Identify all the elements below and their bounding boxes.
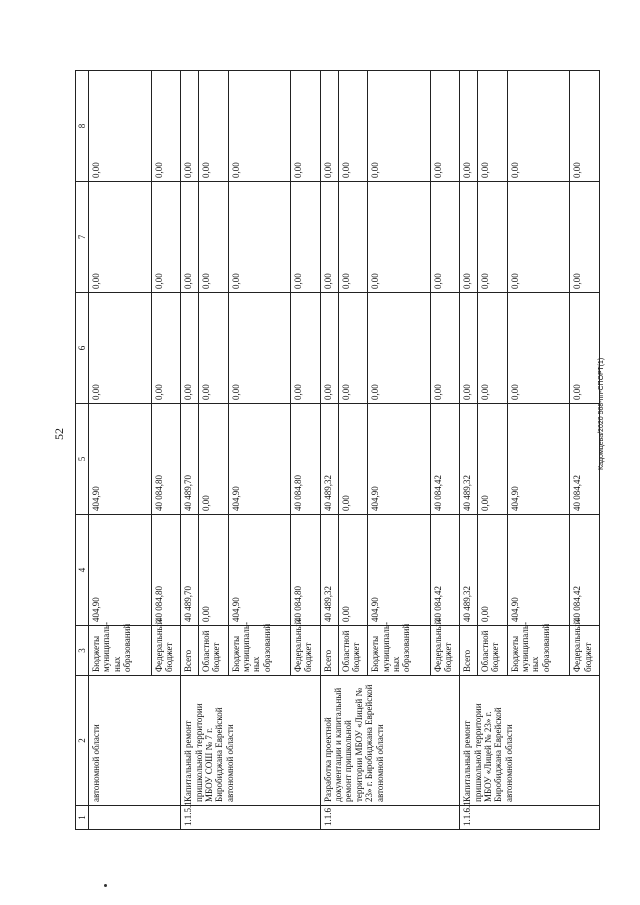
budget-table-container <box>75 70 600 830</box>
value-cell: 0,00 <box>338 515 368 626</box>
funding-source-cell: Бюджеты муниципаль-ных образований <box>368 626 430 676</box>
header-cell: 7 <box>76 182 89 293</box>
item-number-cell: 1.1.5.1 <box>181 806 321 830</box>
value-cell: 0,00 <box>478 515 508 626</box>
value-cell: 40 084,42 <box>430 515 460 626</box>
value-cell: 40 084,80 <box>291 404 321 515</box>
value-cell: 0,00 <box>430 71 460 182</box>
value-cell: 0,00 <box>320 182 338 293</box>
header-cell: 1 <box>76 806 89 830</box>
funding-source-cell: Бюджеты муниципаль-ных образований <box>228 626 290 676</box>
value-cell: 404,90 <box>228 404 290 515</box>
value-cell: 404,90 <box>507 515 569 626</box>
value-cell: 0,00 <box>338 404 368 515</box>
funding-source-cell: Федеральный бюджет <box>430 626 460 676</box>
header-cell: 3 <box>76 626 89 676</box>
table-body <box>76 71 600 830</box>
value-cell: 0,00 <box>320 71 338 182</box>
item-name-cell: автономной области <box>89 676 181 806</box>
value-cell: 0,00 <box>507 71 569 182</box>
value-cell: 40 489,32 <box>320 515 338 626</box>
item-number-cell: 1.1.6.1 <box>460 806 600 830</box>
value-cell: 0,00 <box>228 293 290 404</box>
value-cell: 0,00 <box>478 404 508 515</box>
header-cell: 4 <box>76 515 89 626</box>
value-cell: 0,00 <box>430 182 460 293</box>
value-cell: 0,00 <box>460 182 478 293</box>
value-cell: 0,00 <box>291 71 321 182</box>
value-cell: 0,00 <box>89 293 151 404</box>
funding-source-cell: Областной бюджет <box>478 626 508 676</box>
value-cell: 404,90 <box>89 404 151 515</box>
value-cell: 404,90 <box>507 404 569 515</box>
table-row <box>320 71 338 830</box>
value-cell: 0,00 <box>198 182 228 293</box>
value-cell: 404,90 <box>89 515 151 626</box>
value-cell: 0,00 <box>198 71 228 182</box>
value-cell: 404,90 <box>368 515 430 626</box>
value-cell: 0,00 <box>181 182 199 293</box>
value-cell: 0,00 <box>198 515 228 626</box>
item-name-cell: Разработка проектной документации и капитальный ремонт пришкольной территории МБОУ «Лицей № 23» г. Биробиджана Еврейской автономной области <box>320 676 460 806</box>
value-cell: 0,00 <box>151 293 181 404</box>
value-cell: 0,00 <box>198 293 228 404</box>
value-cell: 0,00 <box>478 182 508 293</box>
value-cell: 0,00 <box>291 293 321 404</box>
header-cell: 8 <box>76 71 89 182</box>
item-name-cell: Капитальный ремонт пришкольной территории МБОУ СОШ № 7 г. Биробиджана Еврейской автономной области <box>181 676 321 806</box>
value-cell: 0,00 <box>478 71 508 182</box>
value-cell: 0,00 <box>507 182 569 293</box>
budget-table <box>75 70 600 830</box>
value-cell: 0,00 <box>228 71 290 182</box>
value-cell: 0,00 <box>368 182 430 293</box>
value-cell: 40 084,42 <box>430 404 460 515</box>
value-cell: 0,00 <box>570 182 600 293</box>
funding-source-cell: Всего <box>460 626 478 676</box>
value-cell: 0,00 <box>89 182 151 293</box>
funding-source-cell: Бюджеты муниципаль-ных образований <box>507 626 569 676</box>
item-number-cell: 1.1.6 <box>320 806 460 830</box>
value-cell: 0,00 <box>368 293 430 404</box>
header-row <box>76 71 89 830</box>
value-cell: 0,00 <box>320 293 338 404</box>
value-cell: 0,00 <box>460 71 478 182</box>
funding-source-cell: Бюджеты муниципаль-ных образований <box>89 626 151 676</box>
value-cell: 0,00 <box>430 293 460 404</box>
table-row <box>89 71 151 830</box>
header-cell: 6 <box>76 293 89 404</box>
value-cell: 0,00 <box>460 293 478 404</box>
value-cell: 404,90 <box>228 515 290 626</box>
value-cell: 0,00 <box>570 71 600 182</box>
value-cell: 40 084,80 <box>151 515 181 626</box>
header-cell: 5 <box>76 404 89 515</box>
page-number: 52 <box>52 428 66 440</box>
value-cell: 0,00 <box>198 404 228 515</box>
value-cell: 0,00 <box>338 182 368 293</box>
value-cell: 0,00 <box>151 71 181 182</box>
value-cell: 0,00 <box>181 71 199 182</box>
funding-source-cell: Всего <box>181 626 199 676</box>
value-cell: 0,00 <box>570 293 600 404</box>
item-number-cell <box>89 806 181 830</box>
funding-source-cell: Областной бюджет <box>338 626 368 676</box>
value-cell: 404,90 <box>368 404 430 515</box>
value-cell: 0,00 <box>291 182 321 293</box>
value-cell: 0,00 <box>507 293 569 404</box>
funding-source-cell: Всего <box>320 626 338 676</box>
value-cell: 0,00 <box>151 182 181 293</box>
value-cell: 40 489,32 <box>320 404 338 515</box>
stray-dot <box>104 884 107 887</box>
funding-source-cell: Федеральный бюджет <box>151 626 181 676</box>
funding-source-cell: Областной бюджет <box>198 626 228 676</box>
footer-code: Кадомцева/2020 568-пп-СПОРТ(1) <box>598 357 605 470</box>
value-cell: 40 084,80 <box>151 404 181 515</box>
value-cell: 40 489,70 <box>181 404 199 515</box>
funding-source-cell: Федеральный бюджет <box>570 626 600 676</box>
value-cell: 0,00 <box>89 71 151 182</box>
value-cell: 0,00 <box>478 293 508 404</box>
header-cell: 2 <box>76 676 89 806</box>
value-cell: 40 084,80 <box>291 515 321 626</box>
value-cell: 40 084,42 <box>570 404 600 515</box>
value-cell: 40 489,32 <box>460 515 478 626</box>
value-cell: 40 489,32 <box>460 404 478 515</box>
table-row <box>460 71 478 830</box>
value-cell: 0,00 <box>228 182 290 293</box>
table-row <box>181 71 199 830</box>
funding-source-cell: Федеральный бюджет <box>291 626 321 676</box>
item-name-cell: Капитальный ремонт пришкольной территории МБОУ «Лицей № 23» г. Биробиджана Еврейской автономной области <box>460 676 600 806</box>
value-cell: 40 489,70 <box>181 515 199 626</box>
value-cell: 0,00 <box>338 293 368 404</box>
value-cell: 0,00 <box>368 71 430 182</box>
value-cell: 0,00 <box>181 293 199 404</box>
value-cell: 0,00 <box>338 71 368 182</box>
value-cell: 40 084,42 <box>570 515 600 626</box>
